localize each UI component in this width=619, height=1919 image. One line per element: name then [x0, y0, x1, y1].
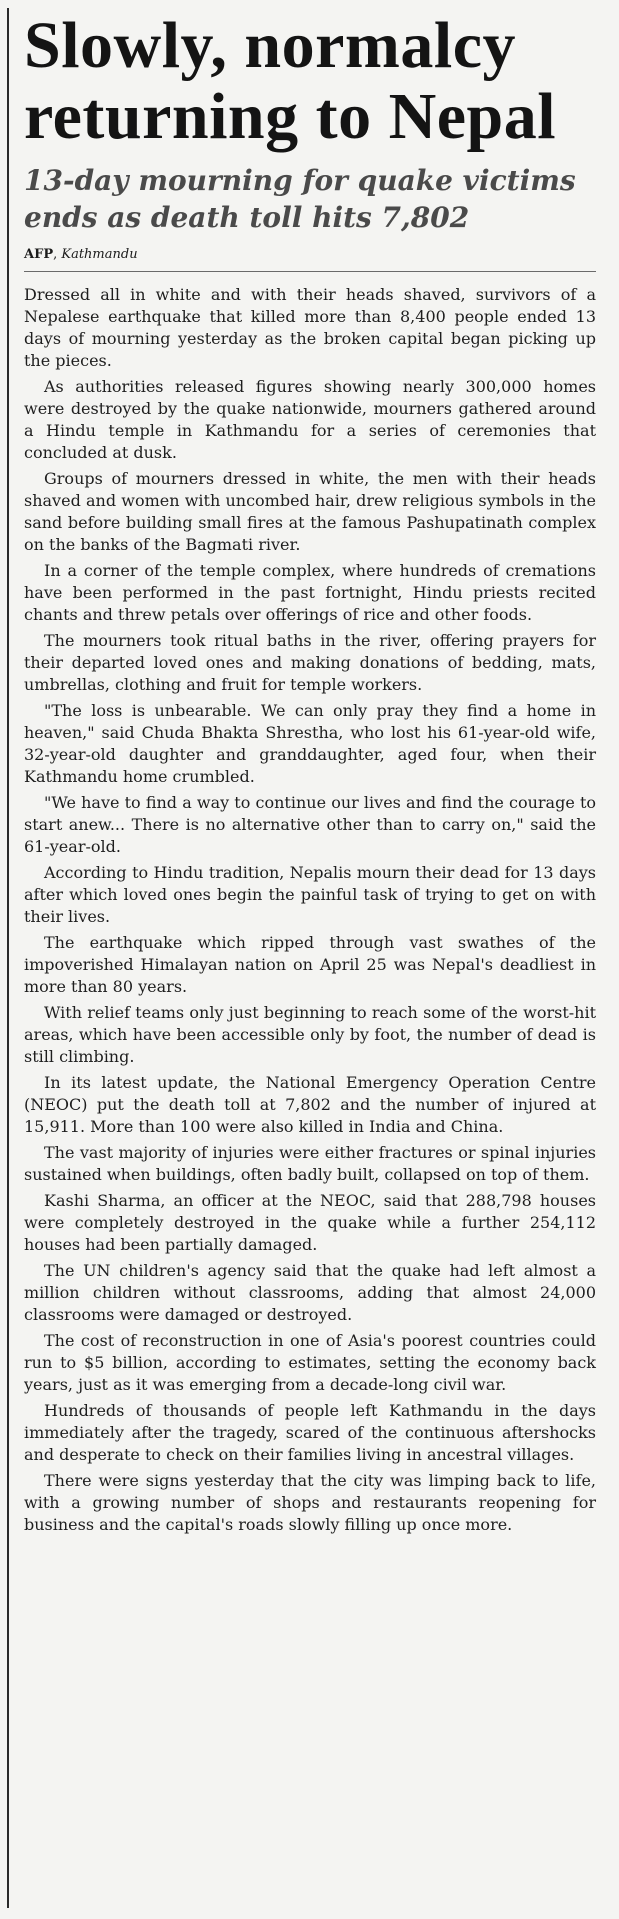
- paragraph: In its latest update, the National Emergency Operation Centre (NEOC) put the death toll at 7,802 and the number of injured at 15,911. More than 100 were also killed in India and China.: [24, 1073, 596, 1136]
- paragraph: In a corner of the temple complex, where hundreds of cremations have been performed in the past fortnight, Hindu priests recited chants and threw petals over offerings of rice and other foods.: [24, 561, 596, 624]
- divider: [24, 271, 596, 272]
- paragraph: "We have to find a way to continue our lives and find the courage to start anew... There is no alternative other than to carry on," said the 61-year-old.: [24, 793, 596, 856]
- byline: [24, 247, 596, 262]
- article-body: [24, 284, 596, 1536]
- paragraph: Kashi Sharma, an officer at the NEOC, said that 288,798 houses were completely destroyed in the quake while a further 254,112 houses had been partially damaged.: [24, 1191, 596, 1254]
- headline-line: Slowly, normalcy: [24, 9, 517, 82]
- subheadline-line: ends as death toll hits 7,802: [24, 201, 470, 234]
- paragraph: The earthquake which ripped through vast swathes of the impoverished Himalayan nation on April 25 was Nepal's deadliest in more than 80 years.: [24, 933, 596, 996]
- subheadline: [24, 162, 596, 236]
- paragraph: There were signs yesterday that the city was limping back to life, with a growing number of shops and restaurants reopening for business and the capital's roads slowly filling up once more.: [24, 1471, 596, 1534]
- paragraph: "The loss is unbearable. We can only pray they find a home in heaven," said Chuda Bhakta Shrestha, who lost his 61-year-old wife, 32-year-old daughter and granddaughter, aged four, when their Kathmandu home crumbled.: [24, 701, 596, 786]
- subheadline-line: 13-day mourning for quake victims: [24, 164, 576, 197]
- paragraph: The UN children's agency said that the quake had left almost a million children without classrooms, adding that almost 24,000 classrooms were damaged or destroyed.: [24, 1261, 596, 1324]
- byline-agency: AFP: [24, 247, 54, 262]
- paragraph: The mourners took ritual baths in the river, offering prayers for their departed loved ones and making donations of bedding, mats, umbrellas, clothing and fruit for temple workers.: [24, 631, 596, 694]
- byline-place: Kathmandu: [61, 247, 138, 262]
- paragraph: The cost of reconstruction in one of Asia's poorest countries could run to $5 billion, according to estimates, setting the economy back years, just as it was emerging from a decade-long civil war.: [24, 1331, 596, 1394]
- headline: [24, 10, 596, 152]
- paragraph: Groups of mourners dressed in white, the men with their heads shaved and women with uncombed hair, drew religious symbols in the sand before building small fires at the famous Pashupatinath complex on the banks of the Bagmati river.: [24, 469, 596, 554]
- paragraph: According to Hindu tradition, Nepalis mourn their dead for 13 days after which loved ones begin the painful task of trying to get on with their lives.: [24, 863, 596, 926]
- byline-separator: ,: [53, 247, 58, 262]
- article: [24, 10, 596, 1540]
- paragraph: Hundreds of thousands of people left Kathmandu in the days immediately after the tragedy, scared of the continuous aftershocks and desperate to check on their families living in ancestral villages.: [24, 1401, 596, 1464]
- paragraph: With relief teams only just beginning to reach some of the worst-hit areas, which have been accessible only by foot, the number of dead is still climbing.: [24, 1003, 596, 1066]
- column-rule: [7, 8, 9, 1908]
- paragraph: Dressed all in white and with their heads shaved, survivors of a Nepalese earthquake that killed more than 8,400 people ended 13 days of mourning yesterday as the broken capital began picking up the pieces.: [24, 285, 596, 370]
- headline-line: returning to Nepal: [24, 80, 557, 153]
- paragraph: As authorities released figures showing nearly 300,000 homes were destroyed by the quake nationwide, mourners gathered around a Hindu temple in Kathmandu for a series of ceremonies that concluded at dusk.: [24, 377, 596, 462]
- paragraph: The vast majority of injuries were either fractures or spinal injuries sustained when buildings, often badly built, collapsed on top of them.: [24, 1143, 596, 1184]
